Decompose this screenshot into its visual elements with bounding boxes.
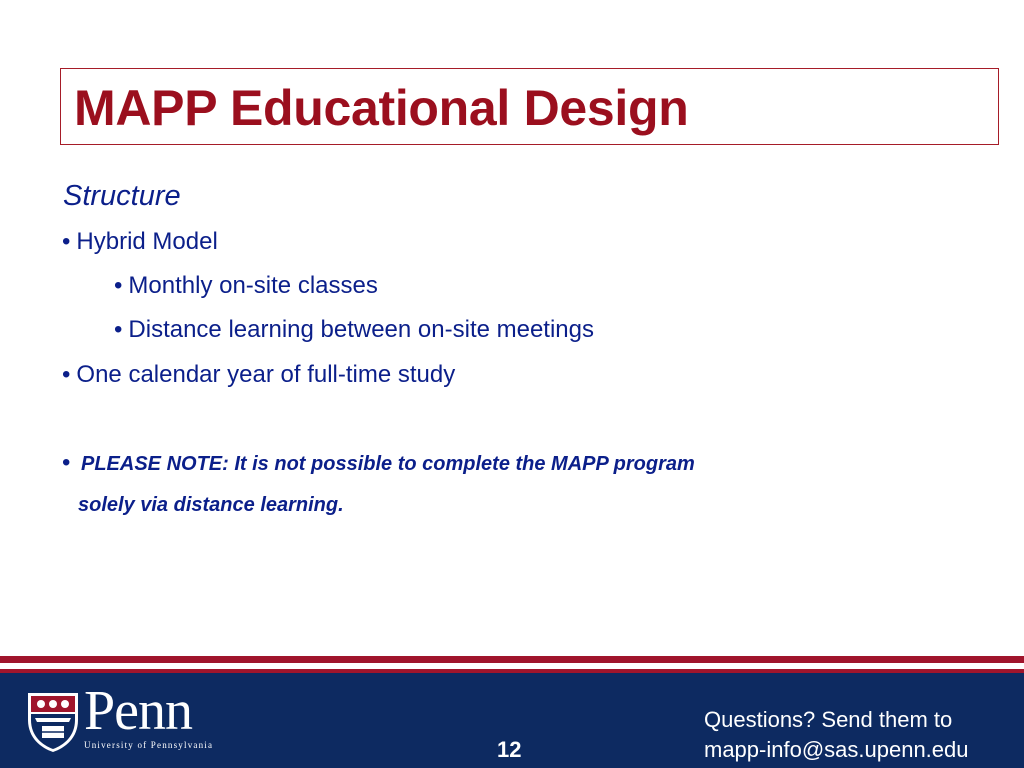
page-number: 12 (497, 737, 522, 762)
note-line-1: PLEASE NOTE: It is not possible to complete the MAPP program (81, 453, 695, 475)
bullet-text: Monthly on-site classes (128, 272, 378, 299)
bullet-glyph: • (62, 361, 71, 388)
bullet-text: One calendar year of full-time study (76, 361, 456, 388)
penn-wordmark: Penn (84, 680, 192, 742)
contact-email: mapp-info@sas.upenn.edu (704, 737, 969, 762)
penn-shield-icon (25, 690, 81, 754)
divider-bar-top (0, 656, 1024, 663)
university-subtitle: University of Pennsylvania (84, 740, 214, 750)
section-heading: Structure (63, 180, 181, 212)
bullet-item-4 (62, 361, 455, 389)
bullet-glyph: • (62, 228, 71, 255)
bullet-item-1 (62, 228, 218, 256)
contact-info (704, 705, 969, 765)
bullet-glyph: • (114, 272, 123, 299)
title-box (60, 68, 999, 145)
contact-line-1: Questions? Send them to (704, 707, 953, 732)
bullet-text: Distance learning between on-site meetings (128, 316, 595, 343)
slide-title: MAPP Educational Design (74, 80, 689, 136)
bullet-glyph: • (114, 316, 123, 343)
bullet-item-2 (114, 272, 378, 300)
note-line-2: solely via distance learning. (78, 494, 344, 516)
note-bullet-glyph: • (62, 449, 71, 476)
bullet-item-3 (114, 316, 594, 344)
bullet-text: Hybrid Model (76, 228, 218, 255)
footer-bar (0, 673, 1024, 768)
